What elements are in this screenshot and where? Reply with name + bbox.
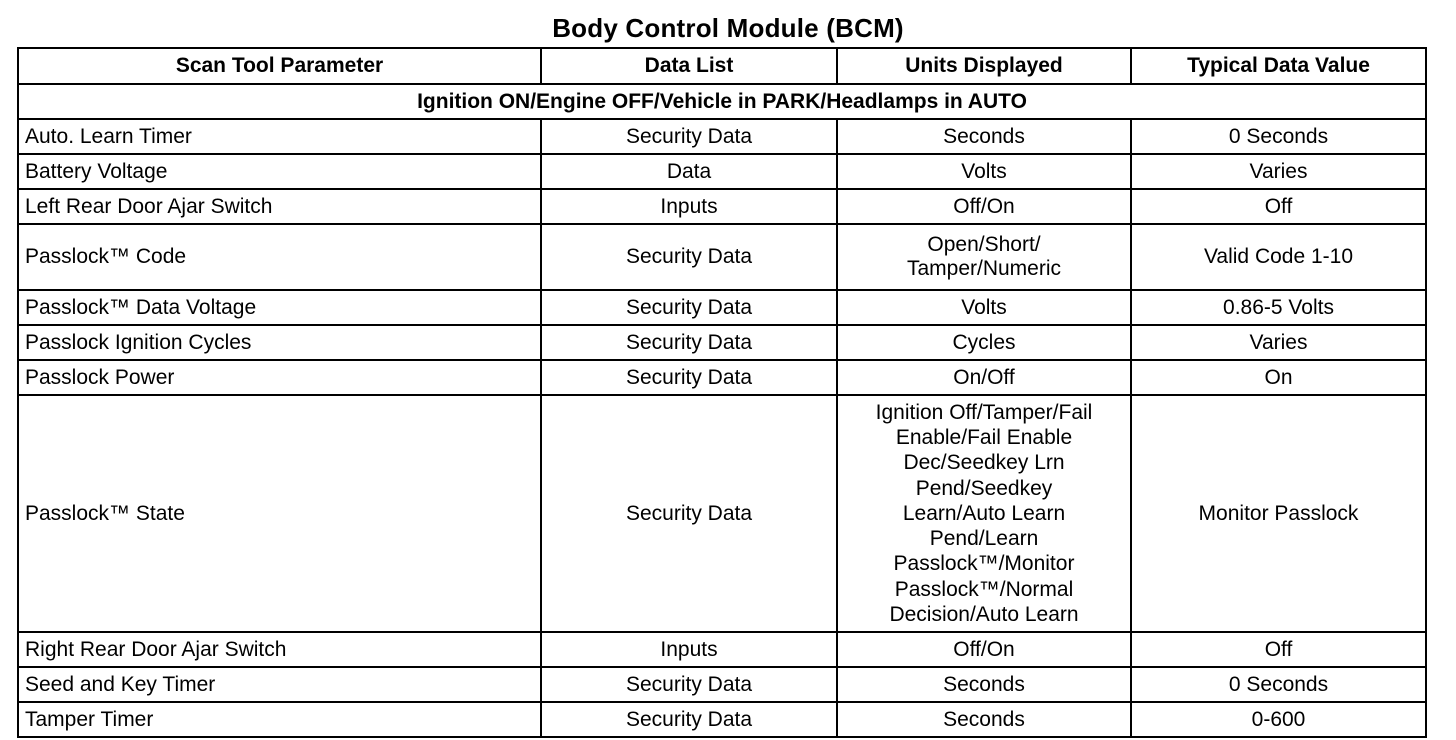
units-line: Pend/Learn <box>929 527 1039 551</box>
data-list-cell: Inputs <box>541 189 837 224</box>
bcm-data-table <box>17 47 1427 738</box>
typical-value-cell: Monitor Passlock <box>1131 395 1426 632</box>
table-row <box>18 395 1426 632</box>
units-cell <box>837 395 1131 632</box>
units-line: Ignition Off/Tamper/Fail <box>875 400 1093 424</box>
typical-value-cell: On <box>1131 360 1426 395</box>
table-row <box>18 290 1426 325</box>
units-line: Passlock™/Normal <box>894 577 1074 601</box>
units-cell: Seconds <box>837 667 1131 702</box>
param-cell: Passlock™ Data Voltage <box>18 290 541 325</box>
data-list-cell: Security Data <box>541 119 837 154</box>
param-cell: Right Rear Door Ajar Switch <box>18 632 541 667</box>
table-row <box>18 119 1426 154</box>
typical-value-cell: 0-600 <box>1131 702 1426 737</box>
units-line: Pend/Seedkey <box>915 476 1053 500</box>
units-cell: Off/On <box>837 632 1131 667</box>
units-cell: Volts <box>837 290 1131 325</box>
header-typical-data-value: Typical Data Value <box>1131 48 1426 84</box>
data-list-cell: Security Data <box>541 395 837 632</box>
typical-value-cell: Off <box>1131 632 1426 667</box>
typical-value-cell: Valid Code 1-10 <box>1131 224 1426 290</box>
units-cell: Volts <box>837 154 1131 189</box>
typical-value-cell: Varies <box>1131 325 1426 360</box>
page-title: Body Control Module (BCM) <box>552 13 904 43</box>
data-list-cell: Security Data <box>541 667 837 702</box>
param-cell: Passlock Ignition Cycles <box>18 325 541 360</box>
param-cell: Passlock™ State <box>18 395 541 632</box>
units-line: Decision/Auto Learn <box>889 603 1079 627</box>
param-cell: Passlock Power <box>18 360 541 395</box>
data-list-cell: Inputs <box>541 632 837 667</box>
table-row <box>18 632 1426 667</box>
table-header-row <box>18 48 1426 84</box>
data-list-cell: Data <box>541 154 837 189</box>
units-line: Dec/Seedkey Lrn <box>903 451 1065 475</box>
units-line: Learn/Auto Learn <box>902 501 1066 525</box>
table-row <box>18 189 1426 224</box>
data-list-cell: Security Data <box>541 702 837 737</box>
table-row <box>18 702 1426 737</box>
typical-value-cell: Off <box>1131 189 1426 224</box>
table-row <box>18 154 1426 189</box>
data-list-cell: Security Data <box>541 360 837 395</box>
table-row <box>18 360 1426 395</box>
units-cell: Off/On <box>837 189 1131 224</box>
units-cell: Cycles <box>837 325 1131 360</box>
param-cell: Auto. Learn Timer <box>18 119 541 154</box>
units-line: Passlock™/Monitor <box>893 552 1075 576</box>
typical-value-cell: 0 Seconds <box>1131 119 1426 154</box>
units-line: Open/Short/ <box>927 233 1041 256</box>
table-row <box>18 667 1426 702</box>
table-row <box>18 224 1426 290</box>
typical-value-cell: Varies <box>1131 154 1426 189</box>
param-cell: Tamper Timer <box>18 702 541 737</box>
param-cell: Seed and Key Timer <box>18 667 541 702</box>
header-scan-tool-parameter: Scan Tool Parameter <box>18 48 541 84</box>
condition-row <box>18 84 1426 119</box>
data-list-cell: Security Data <box>541 290 837 325</box>
typical-value-cell: 0 Seconds <box>1131 667 1426 702</box>
units-cell: Seconds <box>837 702 1131 737</box>
table-row <box>18 325 1426 360</box>
header-units-displayed: Units Displayed <box>837 48 1131 84</box>
units-cell: On/Off <box>837 360 1131 395</box>
units-cell: Seconds <box>837 119 1131 154</box>
units-line: Enable/Fail Enable <box>895 425 1073 449</box>
condition-text: Ignition ON/Engine OFF/Vehicle in PARK/Headlamps in AUTO <box>18 84 1426 119</box>
data-list-cell: Security Data <box>541 224 837 290</box>
typical-value-cell: 0.86-5 Volts <box>1131 290 1426 325</box>
units-line: Tamper/Numeric <box>906 257 1062 280</box>
param-cell: Passlock™ Code <box>18 224 541 290</box>
data-list-cell: Security Data <box>541 325 837 360</box>
param-cell: Battery Voltage <box>18 154 541 189</box>
param-cell: Left Rear Door Ajar Switch <box>18 189 541 224</box>
header-data-list: Data List <box>541 48 837 84</box>
units-cell <box>837 224 1131 290</box>
